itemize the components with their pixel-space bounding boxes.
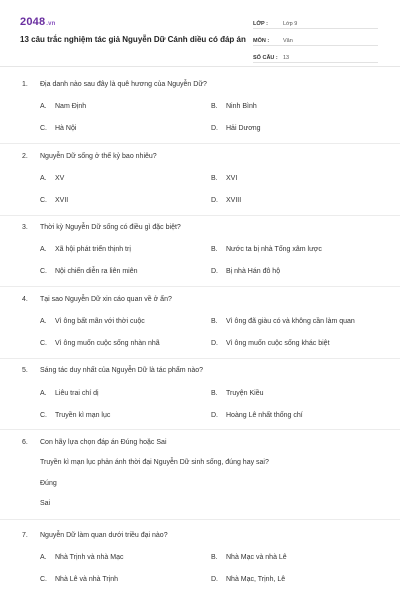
question-5-title [22,367,203,374]
option-letter: C. [40,412,47,419]
meta-row-count [253,50,378,63]
meta-value: Lớp 9 [283,21,298,27]
option-text: Nhà Trịnh và nhà Mạc [55,554,124,561]
option-text: Liêu trai chí dị [55,390,99,397]
question-divider [0,286,400,287]
meta-label: SỐ CÂU : [253,55,278,61]
question-2-title [22,153,157,160]
question-text: Địa danh nào sau đây là quê hương của Nguyễn Dữ? [40,81,207,88]
meta-row-subject [253,33,378,46]
question-1-title [22,81,207,88]
option-text: Nội chiến diễn ra liên miên [55,268,138,275]
question-4-option-c[interactable] [40,340,160,347]
option-text: Vì ông muốn cuộc sống khác biệt [226,340,330,347]
question-7-title [22,532,168,539]
option-letter: A. [40,103,47,110]
logo-text: 2048 [20,16,46,28]
question-divider [0,519,400,520]
logo-suffix: .vn [46,21,56,27]
question-4-option-d[interactable] [211,340,330,347]
option-text: XVIII [226,197,242,204]
option-text: Xã hội phát triển thịnh trị [55,246,131,253]
question-text: Nguyễn Dữ làm quan dưới triều đại nào? [40,532,168,539]
question-6-choice-true[interactable]: Đúng [40,480,57,487]
option-letter: D. [211,268,218,275]
question-number: 6. [22,439,28,446]
option-text: Nhà Mạc, Trịnh, Lê [226,576,286,583]
option-letter: A. [40,175,47,182]
question-number: 4. [22,296,28,303]
option-text: Hoàng Lê nhất thống chí [226,412,303,419]
site-logo[interactable] [20,16,56,28]
question-6-statement: Truyền kì mạn lục phản ánh thời đại Nguyễn Dữ sinh sống, đúng hay sai? [40,459,269,466]
question-3-option-b[interactable] [211,246,322,253]
question-5-option-b[interactable] [211,390,263,397]
question-divider [0,215,400,216]
question-2-option-b[interactable] [211,175,237,182]
option-letter: B. [211,318,218,325]
question-3-option-d[interactable] [211,268,280,275]
option-text: Hà Nội [55,125,77,132]
meta-label: LỚP : [253,21,268,27]
question-number: 2. [22,153,28,160]
question-1-option-c[interactable] [40,125,76,132]
option-text: Nhà Mạc và nhà Lê [226,554,287,561]
option-letter: D. [211,576,218,583]
question-7-option-a[interactable] [40,554,123,561]
option-text: Nam Định [55,103,87,110]
option-letter: B. [211,175,218,182]
option-letter: C. [40,125,47,132]
question-divider [0,358,400,359]
meta-value: 13 [283,55,290,61]
option-letter: A. [40,390,47,397]
option-text: Vì ông muốn cuộc sống nhàn nhã [55,340,160,347]
question-3-title [22,224,181,231]
question-2-option-a[interactable] [40,175,64,182]
option-letter: C. [40,268,47,275]
question-4-title [22,296,172,303]
question-4-option-a[interactable] [40,318,145,325]
option-letter: A. [40,318,47,325]
question-number: 5. [22,367,28,374]
question-4-option-b[interactable] [211,318,355,325]
question-7-option-d[interactable] [211,576,285,583]
option-text: XV [55,175,65,182]
header-divider [0,66,400,67]
question-1-option-a[interactable] [40,103,86,110]
question-1-option-b[interactable] [211,103,257,110]
question-2-option-d[interactable] [211,197,241,204]
option-text: Bị nhà Hán đô hộ [226,268,281,275]
question-text: Nguyễn Dữ sống ở thế kỷ bao nhiêu? [40,153,157,160]
option-letter: D. [211,340,218,347]
question-number: 7. [22,532,28,539]
option-text: Ninh Bình [226,103,257,110]
meta-info [253,16,378,67]
option-text: Vì ông đã giàu có và không cần làm quan [226,318,355,325]
question-divider [0,143,400,144]
question-5-option-c[interactable] [40,412,110,419]
page-header [0,0,400,66]
option-text: Hải Dương [226,125,261,132]
option-letter: B. [211,103,218,110]
option-letter: B. [211,390,218,397]
question-1-option-d[interactable] [211,125,261,132]
question-5-option-d[interactable] [211,412,303,419]
option-letter: A. [40,246,47,253]
question-3-option-c[interactable] [40,268,138,275]
option-letter: C. [40,340,47,347]
meta-row-class [253,16,378,29]
option-letter: B. [211,554,218,561]
question-6-choice-false[interactable]: Sai [40,500,51,507]
option-text: XVI [226,175,238,182]
question-6-title [22,439,167,446]
option-letter: D. [211,125,218,132]
option-text: Truyện Kiều [226,390,264,397]
option-text: Nước ta bị nhà Tống xâm lược [226,246,322,253]
question-text: Sáng tác duy nhất của Nguyễn Dữ là tác phẩm nào? [40,367,204,374]
question-number: 1. [22,81,28,88]
question-3-option-a[interactable] [40,246,131,253]
option-text: Truyền kì mạn lục [55,412,111,419]
option-letter: D. [211,197,218,204]
option-letter: C. [40,197,47,204]
question-7-option-c[interactable] [40,576,118,583]
option-letter: D. [211,412,218,419]
option-text: Vì ông bất mãn với thời cuộc [55,318,145,325]
question-text: Thời kỳ Nguyễn Dữ sống có điều gì đặc biệt? [40,224,181,231]
page-title: 13 câu trắc nghiệm tác giả Nguyễn Dữ Cánh diều có đáp án [20,35,246,44]
question-text: Con hãy lựa chọn đáp án Đúng hoặc Sai [40,439,167,446]
question-text: Tại sao Nguyễn Dữ xin cáo quan về ở ẩn? [40,296,172,303]
option-text: Nhà Lê và nhà Trịnh [55,576,119,583]
option-letter: B. [211,246,218,253]
question-7-option-b[interactable] [211,554,287,561]
meta-value: Văn [283,38,293,44]
meta-label: MÔN : [253,38,270,44]
option-letter: A. [40,554,47,561]
option-text: XVII [55,197,69,204]
question-2-option-c[interactable] [40,197,68,204]
question-number: 3. [22,224,28,231]
question-divider [0,429,400,430]
option-letter: C. [40,576,47,583]
question-5-option-a[interactable] [40,390,99,397]
